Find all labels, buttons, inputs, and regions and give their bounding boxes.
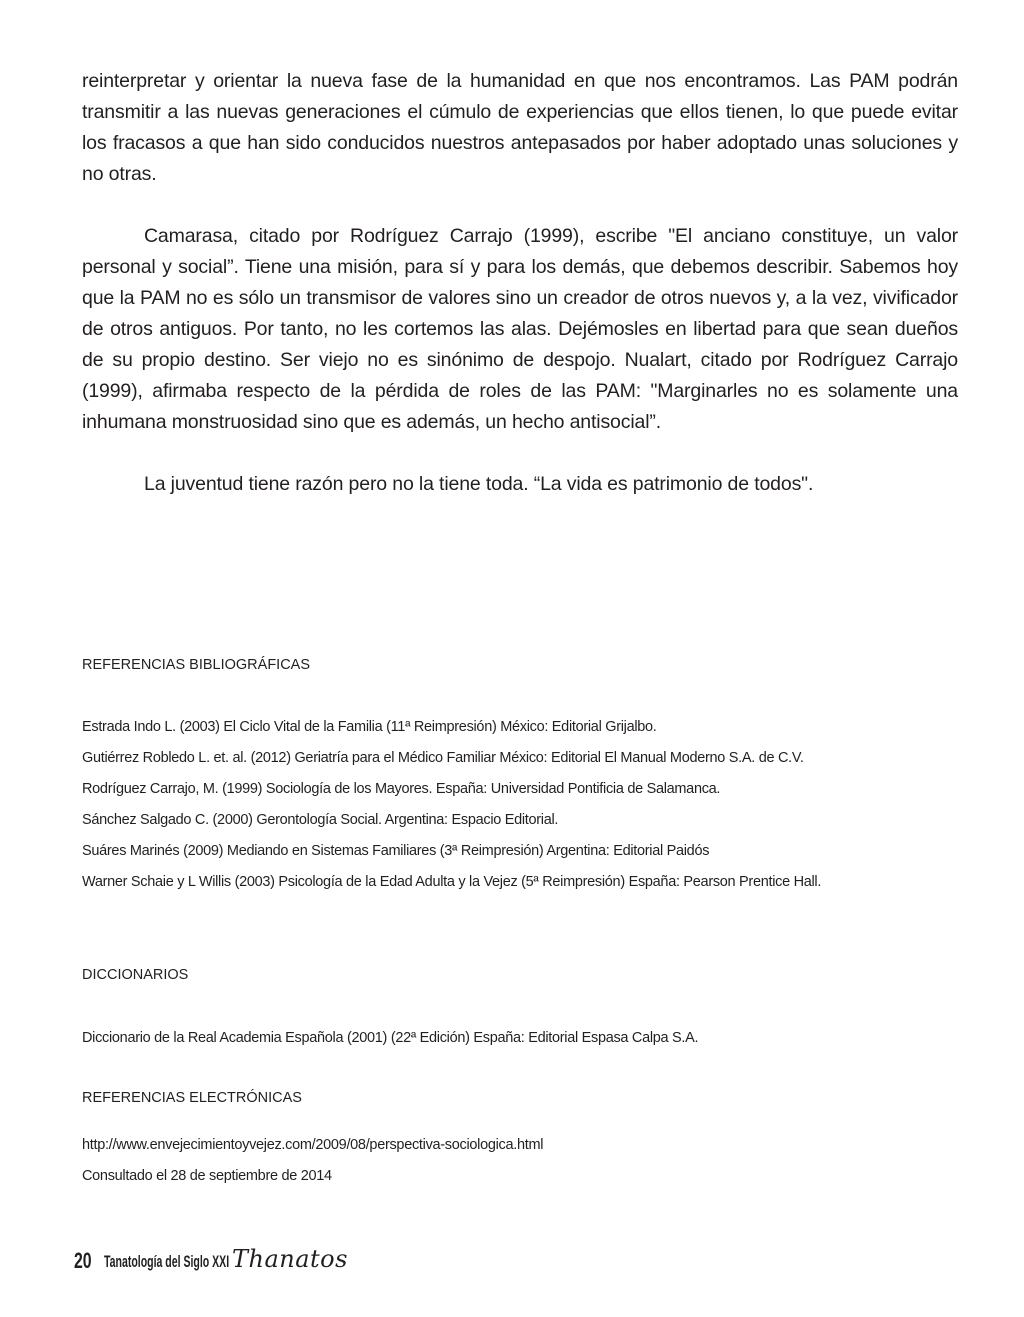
reference-list xyxy=(82,717,982,903)
paragraph: reinterpretar y orientar la nueva fase de la humanidad en que nos encontramos. Las PAM podrán transmitir a las nuevas generaciones el cúmulo de experiencias que ellos tienen, lo que puede evitar los fracasos a que han sido conducidos nuestros antepasados por haber adoptado unas soluciones y no otras. xyxy=(82,70,958,185)
reference-item: Warner Schaie y L Willis (2003) Psicología de la Edad Adulta y la Vejez (5ª Reimpresión) España: Pearson Prentice Hall. xyxy=(82,874,822,890)
body-text xyxy=(82,66,958,531)
reference-item: Diccionario de la Real Academia Española (2001) (22ª Edición) España: Editorial Espasa Calpa S.A. xyxy=(82,1030,699,1046)
reference-item: Gutiérrez Robledo L. et. al. (2012) Geriatría para el Médico Familiar México: Editorial El Manual Moderno S.A. de C.V. xyxy=(82,750,804,766)
reference-item: Consultado el 28 de septiembre de 2014 xyxy=(82,1168,332,1184)
section-title: REFERENCIAS ELECTRÓNICAS xyxy=(82,1090,302,1106)
dictionary-references xyxy=(82,965,698,1059)
paragraph: La juventud tiene razón pero no la tiene toda. “La vida es patrimonio de todos". xyxy=(144,473,814,495)
reference-list xyxy=(82,1135,543,1197)
section-title: REFERENCIAS BIBLIOGRÁFICAS xyxy=(82,657,311,673)
reference-link[interactable]: http://www.envejecimientoyvejez.com/2009/08/perspectiva-sociologica.html xyxy=(82,1137,544,1153)
section-title: DICCIONARIOS xyxy=(82,967,189,983)
reference-list xyxy=(82,1028,698,1059)
journal-name: Tanatología del Siglo XXI xyxy=(104,1252,230,1271)
reference-item: Rodríguez Carrajo, M. (1999) Sociología de los Mayores. España: Universidad Pontificia de Salamanca. xyxy=(82,781,721,797)
reference-item: Sánchez Salgado C. (2000) Gerontología Social. Argentina: Espacio Editorial. xyxy=(82,812,559,828)
page-footer xyxy=(74,1238,348,1274)
reference-item: Suáres Marinés (2009) Mediando en Sistemas Familiares (3ª Reimpresión) Argentina: Editorial Paidós xyxy=(82,843,710,859)
electronic-references xyxy=(82,1088,543,1197)
reference-item: Estrada Indo L. (2003) El Ciclo Vital de la Familia (11ª Reimpresión) México: Editorial Grijalbo. xyxy=(82,719,657,735)
page-number: 20 xyxy=(74,1248,92,1273)
bibliographic-references xyxy=(82,655,982,903)
journal-logo: Thanatos xyxy=(232,1245,348,1273)
references-section xyxy=(82,655,982,1184)
paragraph: Camarasa, citado por Rodríguez Carrajo (1999), escribe "El anciano constituye, un valor personal y social”. Tiene una misión, para sí y para los demás, que debemos describir. Sabemos hoy que la PAM no es sólo un transmisor de valores sino un creador de otros nuevos y, a la vez, vivificador de otros antiguos. Por tanto, no les cortemos las alas. Dejémosles en libertad para que sean dueños de su propio destino. Ser viejo no es sinónimo de despojo. Nualart, citado por Rodríguez Carrajo (1999), afirmaba respecto de la pérdida de roles de las PAM: "Marginarles no es solamente una inhumana monstruosidad sino que es además, un hecho antisocial”. xyxy=(82,225,958,433)
